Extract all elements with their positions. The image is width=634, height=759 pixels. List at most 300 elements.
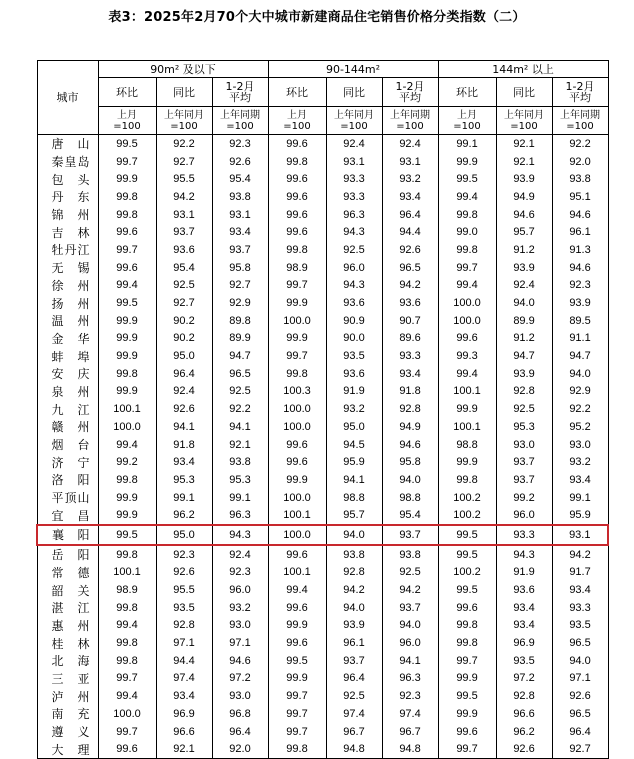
index-value: 94.8 <box>326 740 382 758</box>
index-value: 90.2 <box>156 330 212 348</box>
city-name: 湛江 <box>37 599 98 617</box>
base-header-1-2: 上年同期 =100 <box>382 107 438 135</box>
index-value: 96.1 <box>552 223 608 241</box>
index-value: 99.7 <box>438 259 496 277</box>
index-value: 93.9 <box>326 617 382 635</box>
index-value: 99.7 <box>98 723 156 741</box>
table-row <box>37 312 608 330</box>
index-value: 94.0 <box>382 617 438 635</box>
table-row <box>37 471 608 489</box>
index-value: 92.3 <box>382 687 438 705</box>
index-value: 99.9 <box>98 330 156 348</box>
table-row <box>37 453 608 471</box>
index-value: 94.3 <box>212 525 268 545</box>
index-value: 98.8 <box>382 489 438 507</box>
index-value: 93.2 <box>326 400 382 418</box>
index-value: 93.7 <box>326 652 382 670</box>
index-value: 96.3 <box>212 506 268 525</box>
index-value: 95.4 <box>382 506 438 525</box>
index-value: 94.3 <box>326 223 382 241</box>
index-value: 94.6 <box>552 206 608 224</box>
city-name: 宜昌 <box>37 506 98 525</box>
index-value: 93.4 <box>156 687 212 705</box>
index-value: 91.9 <box>326 383 382 401</box>
table-body <box>37 135 608 759</box>
group-header-small: 90m² 及以下 <box>98 61 268 78</box>
index-value: 92.4 <box>212 545 268 564</box>
index-value: 93.2 <box>552 453 608 471</box>
index-value: 93.1 <box>212 206 268 224</box>
index-value: 93.9 <box>496 170 552 188</box>
index-value: 99.8 <box>98 634 156 652</box>
index-value: 99.5 <box>438 581 496 599</box>
city-name: 徐州 <box>37 277 98 295</box>
index-value: 93.8 <box>326 545 382 564</box>
sub-header-1-0: 环比 <box>268 78 326 107</box>
base-header-2-1: 上年同月 =100 <box>496 107 552 135</box>
index-value: 92.7 <box>156 153 212 171</box>
city-name: 大理 <box>37 740 98 758</box>
index-value: 94.0 <box>552 652 608 670</box>
index-value: 93.6 <box>496 581 552 599</box>
table-row <box>37 400 608 418</box>
index-value: 94.4 <box>156 652 212 670</box>
price-index-table <box>36 60 609 759</box>
index-value: 94.8 <box>382 740 438 758</box>
index-value: 93.0 <box>496 436 552 454</box>
index-value: 94.3 <box>326 277 382 295</box>
index-value: 96.4 <box>212 723 268 741</box>
table-row <box>37 383 608 401</box>
index-value: 93.7 <box>496 453 552 471</box>
base-header-2-2: 上年同期 =100 <box>552 107 608 135</box>
index-value: 99.5 <box>98 294 156 312</box>
index-value: 100.1 <box>98 564 156 582</box>
index-value: 95.7 <box>326 506 382 525</box>
index-value: 97.4 <box>156 670 212 688</box>
index-value: 92.6 <box>382 241 438 259</box>
index-value: 100.0 <box>268 312 326 330</box>
index-value: 99.8 <box>98 471 156 489</box>
sub-header-0-1: 同比 <box>156 78 212 107</box>
index-value: 92.0 <box>552 153 608 171</box>
index-value: 98.8 <box>326 489 382 507</box>
index-value: 89.8 <box>212 312 268 330</box>
index-value: 92.2 <box>212 400 268 418</box>
city-name: 桂林 <box>37 634 98 652</box>
sub-header-2-0: 环比 <box>438 78 496 107</box>
index-value: 96.5 <box>552 634 608 652</box>
index-value: 93.7 <box>212 241 268 259</box>
index-value: 100.0 <box>268 525 326 545</box>
sub-header-2-1: 同比 <box>496 78 552 107</box>
index-value: 92.2 <box>156 135 212 153</box>
index-value: 99.6 <box>268 634 326 652</box>
index-value: 99.9 <box>98 347 156 365</box>
index-value: 99.4 <box>98 617 156 635</box>
index-value: 92.8 <box>382 400 438 418</box>
index-value: 94.0 <box>326 599 382 617</box>
index-value: 92.5 <box>156 277 212 295</box>
index-value: 99.8 <box>98 599 156 617</box>
index-value: 94.2 <box>382 581 438 599</box>
index-value: 91.1 <box>552 330 608 348</box>
index-value: 99.4 <box>438 277 496 295</box>
index-value: 93.8 <box>382 545 438 564</box>
table-row <box>37 581 608 599</box>
index-value: 92.5 <box>326 241 382 259</box>
index-value: 99.9 <box>268 330 326 348</box>
table-row <box>37 330 608 348</box>
city-name: 赣州 <box>37 418 98 436</box>
index-value: 99.6 <box>98 223 156 241</box>
index-value: 93.5 <box>496 652 552 670</box>
table-row <box>37 206 608 224</box>
table-row <box>37 705 608 723</box>
table-row <box>37 652 608 670</box>
index-value: 95.1 <box>552 188 608 206</box>
index-value: 93.7 <box>382 525 438 545</box>
index-value: 99.6 <box>98 740 156 758</box>
index-value: 96.4 <box>326 670 382 688</box>
index-value: 95.3 <box>212 471 268 489</box>
index-value: 95.8 <box>212 259 268 277</box>
index-value: 99.9 <box>98 489 156 507</box>
group-header-large: 144m² 以上 <box>438 61 608 78</box>
index-value: 94.3 <box>496 545 552 564</box>
index-value: 93.2 <box>382 170 438 188</box>
index-value: 93.6 <box>326 294 382 312</box>
index-value: 95.0 <box>156 525 212 545</box>
index-value: 97.1 <box>212 634 268 652</box>
city-name: 泉州 <box>37 383 98 401</box>
city-name: 丹东 <box>37 188 98 206</box>
index-value: 100.0 <box>268 418 326 436</box>
index-value: 99.4 <box>438 188 496 206</box>
index-value: 94.7 <box>496 347 552 365</box>
index-value: 92.4 <box>382 135 438 153</box>
index-value: 89.9 <box>496 312 552 330</box>
index-value: 94.9 <box>382 418 438 436</box>
index-value: 91.8 <box>156 436 212 454</box>
index-value: 99.6 <box>268 453 326 471</box>
city-name: 泸州 <box>37 687 98 705</box>
index-value: 99.7 <box>438 740 496 758</box>
sub-header-2-2: 1-2月 平均 <box>552 78 608 107</box>
index-value: 94.6 <box>496 206 552 224</box>
index-value: 97.4 <box>326 705 382 723</box>
city-name: 温州 <box>37 312 98 330</box>
index-value: 92.3 <box>156 545 212 564</box>
index-value: 93.4 <box>496 599 552 617</box>
index-value: 99.9 <box>438 153 496 171</box>
index-value: 99.9 <box>268 670 326 688</box>
table-row <box>37 188 608 206</box>
index-value: 99.1 <box>552 489 608 507</box>
index-value: 94.2 <box>382 277 438 295</box>
city-name: 吉林 <box>37 223 98 241</box>
index-value: 92.7 <box>212 277 268 295</box>
table-row <box>37 599 608 617</box>
index-value: 99.7 <box>268 723 326 741</box>
index-value: 99.7 <box>268 277 326 295</box>
index-value: 93.6 <box>326 365 382 383</box>
index-value: 99.4 <box>438 365 496 383</box>
index-value: 94.2 <box>156 188 212 206</box>
table-row <box>37 241 608 259</box>
table-row <box>37 436 608 454</box>
table-row <box>37 670 608 688</box>
index-value: 95.7 <box>496 223 552 241</box>
city-name: 九江 <box>37 400 98 418</box>
index-value: 99.6 <box>268 135 326 153</box>
index-value: 94.4 <box>382 223 438 241</box>
index-value: 99.8 <box>268 153 326 171</box>
index-value: 91.2 <box>496 330 552 348</box>
index-value: 100.3 <box>268 383 326 401</box>
index-value: 95.2 <box>552 418 608 436</box>
city-name: 南充 <box>37 705 98 723</box>
index-value: 93.1 <box>156 206 212 224</box>
index-value: 92.9 <box>552 383 608 401</box>
index-value: 93.5 <box>156 599 212 617</box>
index-value: 99.8 <box>98 365 156 383</box>
city-name: 唐山 <box>37 135 98 153</box>
index-value: 91.3 <box>552 241 608 259</box>
index-value: 93.1 <box>326 153 382 171</box>
index-value: 99.7 <box>98 153 156 171</box>
index-value: 100.2 <box>438 506 496 525</box>
index-value: 96.7 <box>326 723 382 741</box>
index-value: 99.0 <box>438 223 496 241</box>
city-name: 锦州 <box>37 206 98 224</box>
index-value: 92.8 <box>326 564 382 582</box>
index-value: 99.9 <box>438 400 496 418</box>
index-value: 94.9 <box>496 188 552 206</box>
index-value: 99.9 <box>98 312 156 330</box>
index-value: 94.6 <box>552 259 608 277</box>
city-name: 扬州 <box>37 294 98 312</box>
index-value: 92.5 <box>326 687 382 705</box>
index-value: 93.3 <box>326 188 382 206</box>
index-value: 92.6 <box>212 153 268 171</box>
index-value: 94.1 <box>212 418 268 436</box>
index-value: 97.2 <box>212 670 268 688</box>
index-value: 92.6 <box>496 740 552 758</box>
index-value: 98.8 <box>438 436 496 454</box>
index-value: 99.8 <box>268 365 326 383</box>
index-value: 99.4 <box>98 277 156 295</box>
city-name: 惠州 <box>37 617 98 635</box>
index-value: 99.9 <box>268 617 326 635</box>
city-name: 洛阳 <box>37 471 98 489</box>
index-value: 99.8 <box>98 652 156 670</box>
index-value: 99.8 <box>438 241 496 259</box>
index-value: 93.7 <box>496 471 552 489</box>
index-value: 92.8 <box>496 383 552 401</box>
index-value: 93.3 <box>552 599 608 617</box>
index-value: 94.1 <box>156 418 212 436</box>
index-value: 94.6 <box>212 652 268 670</box>
index-value: 99.4 <box>268 581 326 599</box>
index-value: 95.4 <box>212 170 268 188</box>
index-value: 92.1 <box>496 135 552 153</box>
index-value: 96.8 <box>212 705 268 723</box>
index-value: 96.9 <box>496 634 552 652</box>
base-header-0-2: 上年同期 =100 <box>212 107 268 135</box>
index-value: 96.5 <box>212 365 268 383</box>
index-value: 93.1 <box>382 153 438 171</box>
index-value: 91.8 <box>382 383 438 401</box>
index-value: 93.1 <box>552 525 608 545</box>
table-row <box>37 564 608 582</box>
table-row <box>37 545 608 564</box>
index-value: 96.3 <box>326 206 382 224</box>
city-name: 安庆 <box>37 365 98 383</box>
index-value: 99.8 <box>98 206 156 224</box>
city-name: 平顶山 <box>37 489 98 507</box>
index-value: 100.0 <box>98 705 156 723</box>
index-value: 99.6 <box>268 545 326 564</box>
index-value: 99.4 <box>98 436 156 454</box>
index-value: 99.8 <box>268 241 326 259</box>
index-value: 95.3 <box>496 418 552 436</box>
index-value: 100.0 <box>268 400 326 418</box>
index-value: 99.9 <box>98 506 156 525</box>
index-value: 99.9 <box>98 170 156 188</box>
table-row <box>37 223 608 241</box>
index-value: 92.2 <box>552 135 608 153</box>
table-row <box>37 259 608 277</box>
index-value: 99.7 <box>98 241 156 259</box>
city-name: 蚌埠 <box>37 347 98 365</box>
index-value: 100.0 <box>268 489 326 507</box>
index-value: 99.6 <box>98 259 156 277</box>
index-value: 94.7 <box>552 347 608 365</box>
index-value: 99.8 <box>268 740 326 758</box>
index-value: 99.7 <box>438 652 496 670</box>
index-value: 96.2 <box>156 506 212 525</box>
index-value: 92.2 <box>552 400 608 418</box>
table-row <box>37 687 608 705</box>
index-value: 94.2 <box>552 545 608 564</box>
index-value: 92.9 <box>212 294 268 312</box>
index-value: 99.5 <box>268 652 326 670</box>
index-value: 92.3 <box>212 135 268 153</box>
index-value: 96.4 <box>382 206 438 224</box>
index-value: 100.2 <box>438 489 496 507</box>
index-value: 99.1 <box>438 135 496 153</box>
index-value: 100.1 <box>98 400 156 418</box>
city-name: 北海 <box>37 652 98 670</box>
table-row <box>37 347 608 365</box>
index-value: 100.1 <box>438 383 496 401</box>
index-value: 99.5 <box>438 545 496 564</box>
index-value: 93.5 <box>552 617 608 635</box>
index-value: 99.9 <box>98 383 156 401</box>
index-value: 99.8 <box>98 545 156 564</box>
index-value: 94.0 <box>382 471 438 489</box>
index-value: 99.6 <box>268 599 326 617</box>
group-header-medium: 90-144m² <box>268 61 438 78</box>
index-value: 92.1 <box>156 740 212 758</box>
table-row <box>37 294 608 312</box>
index-value: 99.6 <box>438 330 496 348</box>
index-value: 90.9 <box>326 312 382 330</box>
index-value: 95.9 <box>552 506 608 525</box>
index-value: 99.1 <box>212 489 268 507</box>
index-value: 93.8 <box>212 453 268 471</box>
index-value: 93.5 <box>326 347 382 365</box>
index-value: 94.1 <box>382 652 438 670</box>
city-name: 包头 <box>37 170 98 188</box>
index-value: 92.4 <box>326 135 382 153</box>
index-value: 96.0 <box>496 506 552 525</box>
table-row <box>37 418 608 436</box>
index-value: 99.6 <box>438 599 496 617</box>
index-value: 96.7 <box>382 723 438 741</box>
index-value: 94.5 <box>326 436 382 454</box>
index-value: 92.6 <box>156 564 212 582</box>
index-value: 99.8 <box>438 617 496 635</box>
index-value: 97.1 <box>552 670 608 688</box>
index-value: 98.9 <box>268 259 326 277</box>
city-name: 无锡 <box>37 259 98 277</box>
index-value: 93.8 <box>212 188 268 206</box>
index-value: 95.5 <box>156 170 212 188</box>
index-value: 95.8 <box>382 453 438 471</box>
index-value: 92.4 <box>496 277 552 295</box>
index-value: 99.9 <box>438 453 496 471</box>
table-title: 表3：2025年2月70个大中城市新建商品住宅销售价格分类指数（二） <box>108 10 526 25</box>
table-row <box>37 277 608 295</box>
city-name: 遵义 <box>37 723 98 741</box>
index-value: 100.2 <box>438 564 496 582</box>
index-value: 95.5 <box>156 581 212 599</box>
index-value: 99.8 <box>438 206 496 224</box>
index-value: 100.0 <box>438 294 496 312</box>
index-value: 93.9 <box>552 294 608 312</box>
index-value: 89.9 <box>212 330 268 348</box>
index-value: 92.7 <box>156 294 212 312</box>
index-value: 93.3 <box>496 525 552 545</box>
table-row <box>37 365 608 383</box>
index-value: 92.5 <box>382 564 438 582</box>
city-name: 济宁 <box>37 453 98 471</box>
index-value: 92.1 <box>496 153 552 171</box>
index-value: 99.7 <box>268 687 326 705</box>
index-value: 90.2 <box>156 312 212 330</box>
index-value: 92.4 <box>156 383 212 401</box>
index-value: 98.9 <box>98 581 156 599</box>
index-value: 89.5 <box>552 312 608 330</box>
index-value: 96.5 <box>382 259 438 277</box>
base-header-1-1: 上年同月 =100 <box>326 107 382 135</box>
index-value: 96.0 <box>326 259 382 277</box>
index-value: 89.6 <box>382 330 438 348</box>
table-row-highlighted <box>37 525 608 545</box>
index-value: 96.2 <box>496 723 552 741</box>
city-name: 岳阳 <box>37 545 98 564</box>
index-value: 97.4 <box>382 705 438 723</box>
index-value: 93.4 <box>552 581 608 599</box>
index-value: 96.0 <box>382 634 438 652</box>
index-value: 93.3 <box>382 347 438 365</box>
index-value: 99.2 <box>496 489 552 507</box>
index-value: 99.6 <box>268 170 326 188</box>
index-value: 92.8 <box>496 687 552 705</box>
sub-header-0-2: 1-2月 平均 <box>212 78 268 107</box>
